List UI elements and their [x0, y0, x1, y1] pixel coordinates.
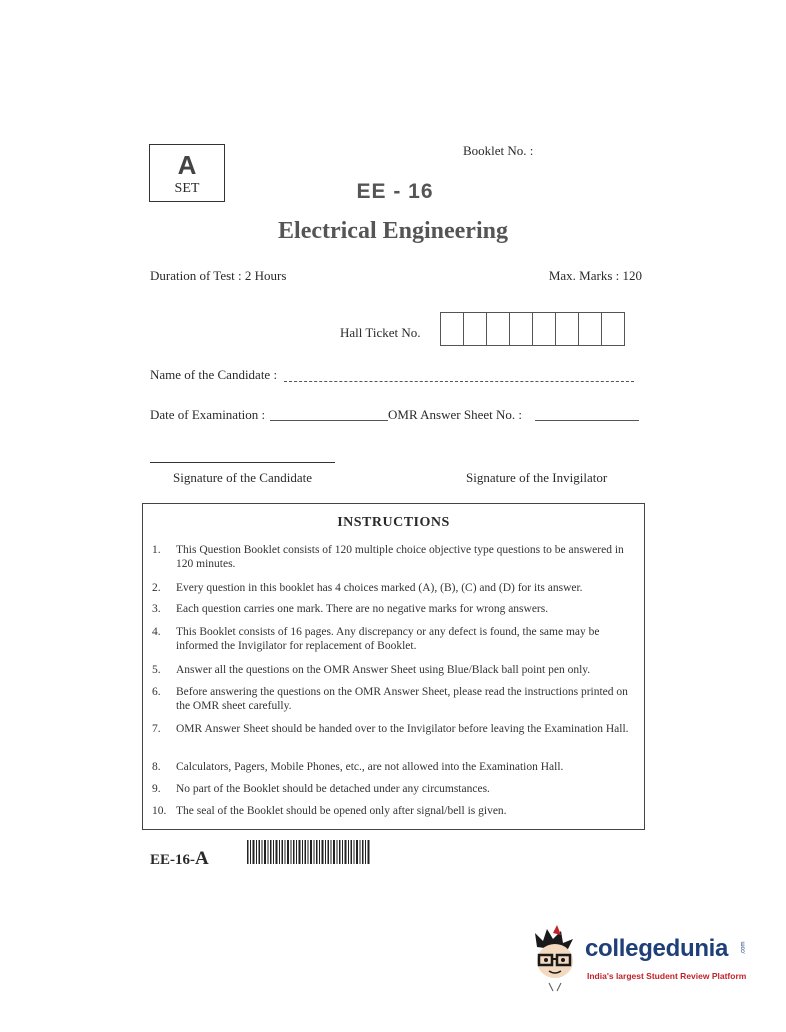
hall-ticket-digit-box[interactable]: [486, 312, 510, 346]
instruction-number: 10.: [152, 805, 167, 817]
footer-code: [150, 848, 209, 870]
instruction-number: 5.: [152, 664, 161, 676]
logo-dotcom: .com: [740, 941, 747, 955]
instruction-text: Before answering the questions on the OMR Answer Sheet, please read the instructions printed on the OMR sheet carefully.: [176, 686, 628, 712]
set-box: [149, 144, 225, 202]
instruction-text: This Booklet consists of 16 pages. Any discrepancy or any defect is found, the same may be informed the Invigilator for replacement of Booklet.: [176, 626, 600, 652]
candidate-name-field[interactable]: [284, 381, 634, 382]
instruction-number: 6.: [152, 686, 161, 698]
instructions-title: INSTRUCTIONS: [337, 515, 450, 530]
hall-ticket-digit-box[interactable]: [463, 312, 487, 346]
hall-ticket-digit-box[interactable]: [578, 312, 602, 346]
signature-invigilator: Signature of the Invigilator: [466, 470, 608, 485]
instruction-text: OMR Answer Sheet should be handed over to the Invigilator before leaving the Examination Hall.: [176, 723, 629, 735]
max-marks: Max. Marks : 120: [548, 268, 642, 283]
instruction-text: Each question carries one mark. There are no negative marks for wrong answers.: [176, 603, 549, 615]
logo-tagline: India's largest Student Review Platform: [587, 971, 747, 981]
date-field[interactable]: [270, 420, 388, 421]
instruction-number: 3.: [152, 603, 161, 615]
footer-code-prefix: EE-16-: [150, 852, 195, 868]
instruction-number: 1.: [152, 544, 161, 556]
signature-candidate: Signature of the Candidate: [173, 470, 312, 485]
hall-ticket-digit-box[interactable]: [555, 312, 579, 346]
hall-ticket-boxes[interactable]: [441, 312, 625, 346]
date-label: Date of Examination :: [150, 407, 266, 422]
hall-ticket-digit-box[interactable]: [509, 312, 533, 346]
mascot-icon: [527, 925, 585, 995]
instruction-text: The seal of the Booklet should be opened only after signal/bell is given.: [176, 805, 507, 817]
set-label: SET: [174, 181, 200, 196]
instruction-number: 8.: [152, 761, 161, 773]
instruction-number: 9.: [152, 783, 161, 795]
instruction-text: No part of the Booklet should be detached under any circumstances.: [176, 783, 490, 795]
instruction-number: 7.: [152, 723, 161, 735]
paper-code: EE - 16: [356, 180, 434, 203]
instruction-text: Every question in this booklet has 4 choices marked (A), (B), (C) and (D) for its answer.: [176, 582, 583, 594]
instruction-number: 2.: [152, 582, 161, 594]
candidate-name-label: Name of the Candidate :: [150, 367, 278, 382]
omr-field[interactable]: [535, 420, 639, 421]
booklet-no-label: Booklet No. :: [463, 143, 534, 158]
footer-code-set: A: [195, 848, 209, 869]
hall-ticket-label: Hall Ticket No.: [340, 325, 421, 340]
instruction-text: Answer all the questions on the OMR Answer Sheet using Blue/Black ball point pen only.: [176, 664, 591, 676]
instruction-text: Calculators, Pagers, Mobile Phones, etc., are not allowed into the Examination Hall.: [176, 761, 564, 773]
instructions-box: [142, 503, 645, 830]
logo-wordmark: collegedunia: [585, 935, 729, 962]
duration: Duration of Test : 2 Hours: [150, 268, 287, 283]
collegedunia-logo: [527, 925, 757, 995]
hall-ticket-digit-box[interactable]: [532, 312, 556, 346]
signature-line: [150, 462, 335, 463]
instruction-number: 4.: [152, 626, 161, 638]
hall-ticket-digit-box[interactable]: [440, 312, 464, 346]
hall-ticket-digit-box[interactable]: [601, 312, 625, 346]
instruction-text: This Question Booklet consists of 120 multiple choice objective type questions to be answered in 120 minutes.: [176, 544, 624, 570]
set-letter: A: [177, 150, 197, 180]
barcode-icon: [247, 840, 371, 864]
omr-label: OMR Answer Sheet No. :: [388, 407, 522, 422]
subject-title: Electrical Engineering: [278, 218, 508, 244]
